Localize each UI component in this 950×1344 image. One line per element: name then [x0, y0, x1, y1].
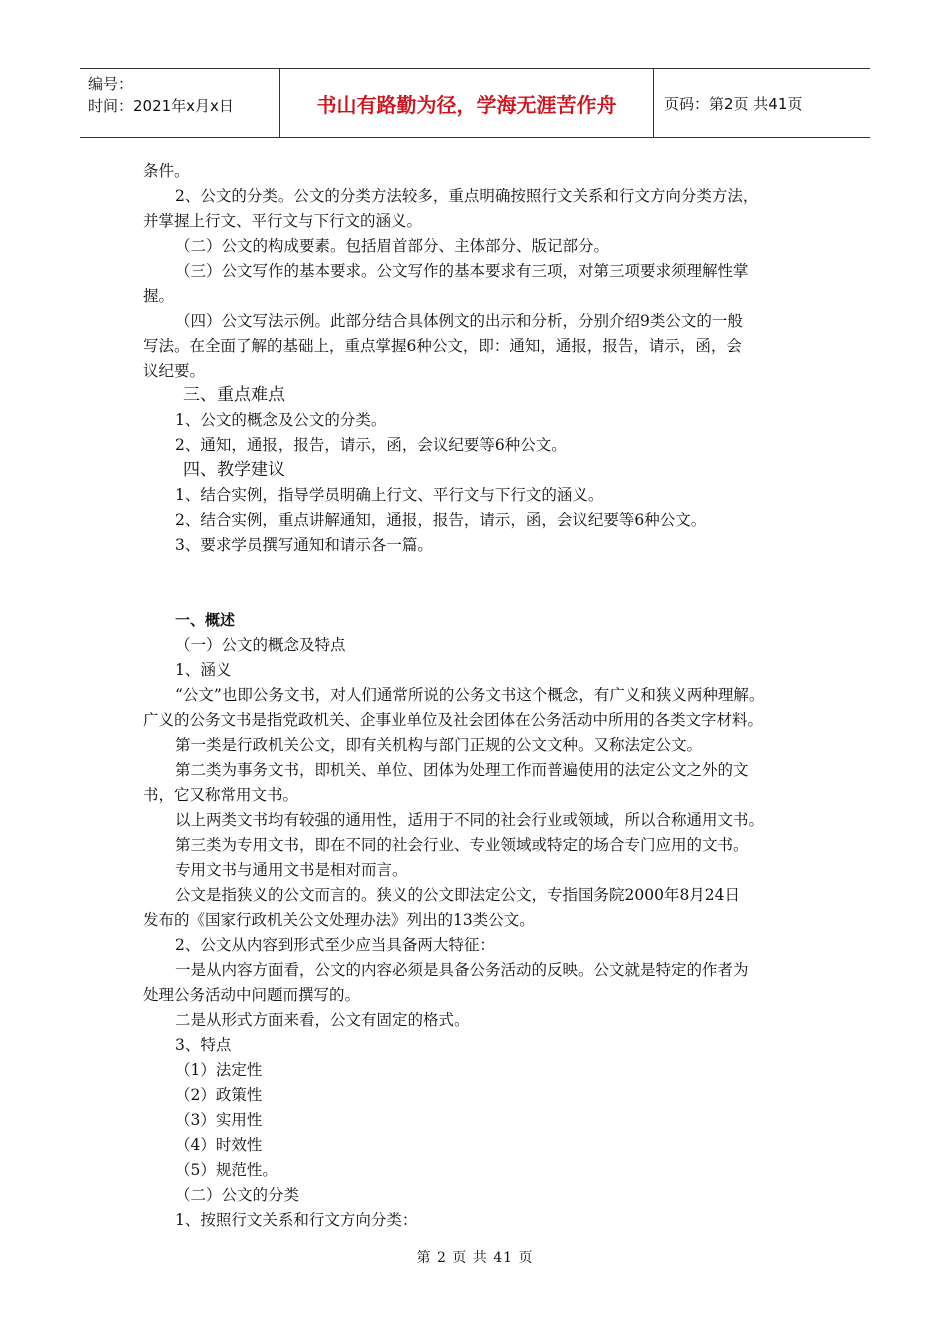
text-line: （3）实用性 [175, 1111, 263, 1129]
text-line: （1）法定性 [175, 1061, 263, 1079]
text-line: 握。 [143, 287, 175, 305]
text-line: 1、涵义 [175, 661, 232, 679]
page-footer: 第 2 页 共 41 页 [416, 1250, 534, 1266]
text-line: 2、结合实例，重点讲解通知，通报，报告，请示，函，会议纪要等6种公文。 [175, 511, 707, 529]
text-line: 专用文书与通用文书是相对而言。 [175, 861, 408, 879]
text-line: 2、公文的分类。公文的分类方法较多，重点明确按照行文关系和行文方向分类方法， [175, 187, 759, 205]
text-line: 发布的《国家行政机关公文处理办法》列出的13类公文。 [143, 911, 535, 929]
text-line: （4）时效性 [175, 1136, 263, 1154]
text-line: 1、按照行文关系和行文方向分类： [175, 1211, 418, 1229]
header-meta [80, 69, 280, 137]
text-line: 广义的公务文书是指党政机关、企事业单位及社会团体在公务活动中所用的各类文字材料。 [143, 711, 764, 729]
text-line: 一是从内容方面看，公文的内容必须是具备公务活动的反映。公文就是特定的作者为 [175, 961, 749, 979]
text-line: 处理公务活动中问题而撰写的。 [143, 986, 361, 1004]
text-line: 第二类为事务文书，即机关、单位、团体为处理工作而普遍使用的法定公文之外的文 [175, 761, 749, 779]
text-line: 写法。在全面了解的基础上，重点掌握6种公文，即：通知，通报，报告，请示，函，会 [143, 337, 742, 355]
text-line: （5）规范性。 [175, 1161, 278, 1179]
text-line: “公文”也即公务文书，对人们通常所说的公务文书这个概念，有广义和狭义两种理解。 [175, 686, 765, 704]
text-line: 议纪要。 [143, 362, 206, 380]
text-line: （一）公文的概念及特点 [175, 636, 346, 654]
text-line: 书，它又称常用文书。 [143, 786, 299, 804]
text-line: 2、通知，通报，报告，请示，函，会议纪要等6种公文。 [175, 436, 567, 454]
text-line: 3、特点 [175, 1036, 232, 1054]
text-line: （二）公文的构成要素。包括眉首部分、主体部分、版记部分。 [175, 237, 610, 255]
text-line: 公文是指狭义的公文而言的。狭义的公文即法定公文，专指国务院2000年8月24日 [175, 886, 741, 904]
header-page-info: 页码：第2页 共41页 [664, 94, 803, 113]
text-line: 条件。 [143, 162, 190, 180]
text-line: 第一类是行政机关公文，即有关机构与部门正规的公文文种。又称法定公文。 [175, 736, 703, 754]
page-header [80, 68, 870, 138]
text-line: （二）公文的分类 [175, 1186, 300, 1204]
text-line: 二是从形式方面来看，公文有固定的格式。 [175, 1011, 470, 1029]
text-line: 3、要求学员撰写通知和请示各一篇。 [175, 536, 433, 554]
text-line: 第三类为专用文书，即在不同的社会行业、专业领域或特定的场合专门应用的文书。 [175, 836, 749, 854]
header-motto: 书山有路勤为径，学海无涯苦作舟 [280, 69, 654, 137]
text-line: 以上两类文书均有较强的通用性，适用于不同的社会行业或领域，所以合称通用文书。 [175, 811, 765, 829]
text-line: 1、结合实例，指导学员明确上行文、平行文与下行文的涵义。 [175, 486, 604, 504]
text-line: （四）公文写法示例。此部分结合具体例文的出示和分析，分别介绍9类公文的一般 [175, 312, 743, 330]
section-heading: 三、重点难点 [183, 385, 285, 405]
text-line: 2、公文从内容到形式至少应当具备两大特征： [175, 936, 495, 954]
doc-time-label: 时间：2021年x月x日 [88, 97, 234, 115]
doc-number-label: 编号： [88, 75, 134, 93]
text-line: 并掌握上行文、平行文与下行文的涵义。 [143, 212, 423, 230]
text-line: 1、公文的概念及公文的分类。 [175, 411, 387, 429]
chapter-heading: 一、概述 [175, 611, 236, 629]
text-line: （2）政策性 [175, 1086, 263, 1104]
section-heading: 四、教学建议 [183, 460, 285, 480]
text-line: （三）公文写作的基本要求。公文写作的基本要求有三项，对第三项要求须理解性掌 [175, 262, 749, 280]
